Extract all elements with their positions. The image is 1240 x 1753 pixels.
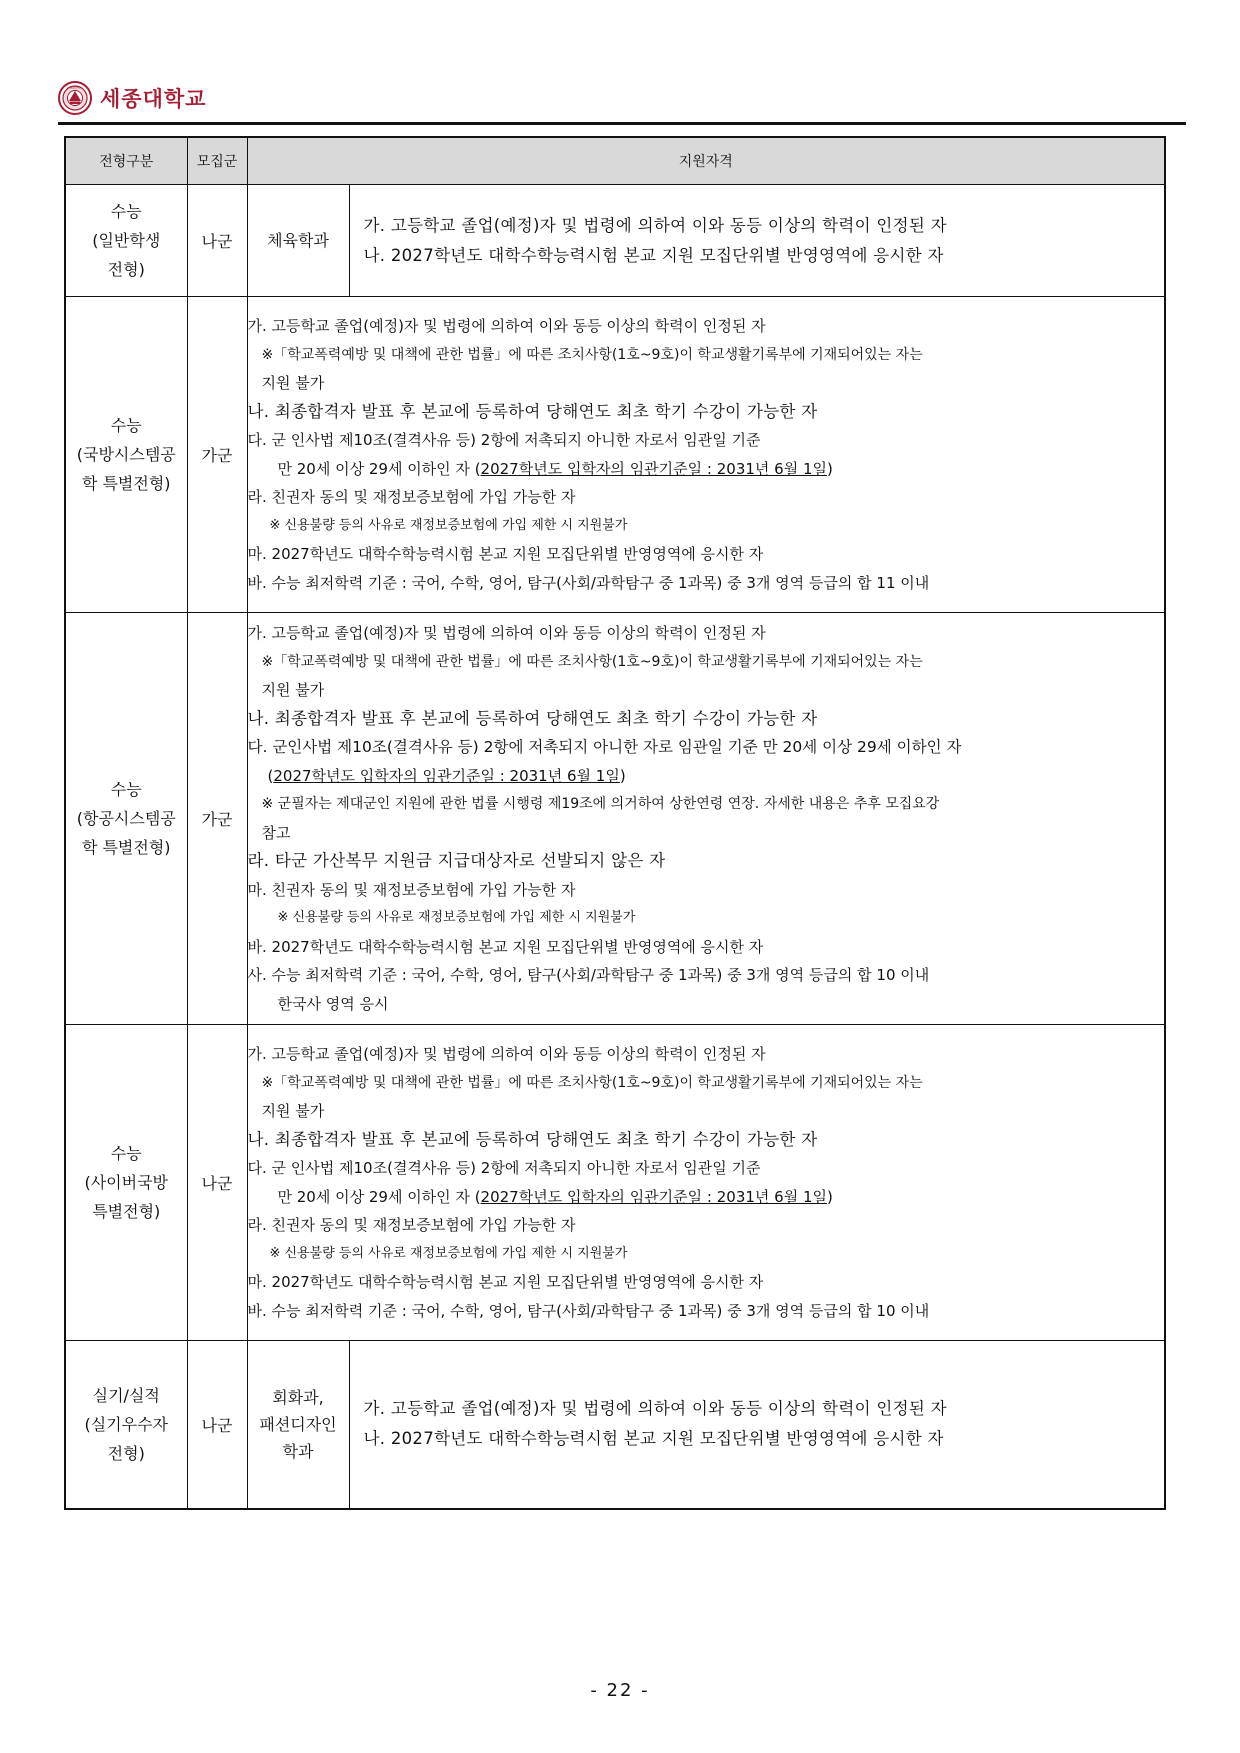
qualification-note: 지원 불가 (261, 374, 325, 392)
qualification-cell (247, 1025, 1165, 1341)
qualification-cell (349, 185, 1165, 297)
table-row (65, 613, 1165, 1025)
qualification-note: ※「학교폭력예방 및 대책에 관한 법률」에 따른 조치사항(1호~9호)이 학교생활기록부에 기재되어있는 자는 (261, 1074, 923, 1091)
qualification-item: 마. 친권자 동의 및 재정보증보험에 가입 가능한 자 (247, 880, 576, 899)
svg-text:SEJONG: SEJONG (69, 85, 81, 90)
qualification-note: 지원 불가 (261, 1102, 325, 1120)
qualification-item: 라. 친권자 동의 및 재정보증보험에 가입 가능한 자 (247, 488, 576, 506)
qualification-item: 만 20세 이상 29세 이하인 자 (2027학년도 입학자의 임관기준일 : 2031년 6월 1일) (277, 1187, 833, 1206)
page-number: - 22 - (590, 1680, 650, 1701)
qualification-note: ※ 신용불량 등의 사유로 재정보증보험에 가입 제한 시 지원불가 (277, 910, 636, 925)
table-row (65, 185, 1165, 297)
admission-type-cell: 수능 (항공시스템공 학 특별전형) (65, 613, 187, 1025)
table-header-row (65, 137, 1165, 185)
qualification-item: 바. 2027학년도 대학수학능력시험 본교 지원 모집단위별 반영영역에 응시한 자 (247, 937, 764, 956)
qualification-item: 바. 수능 최저학력 기준 : 국어, 수학, 영어, 탐구(사회/과학탐구 중 1과목) 중 3개 영역 등급의 합 10 이내 (247, 1301, 930, 1320)
qualification-item: 라. 친권자 동의 및 재정보증보험에 가입 가능한 자 (247, 1216, 576, 1234)
table-row (65, 1025, 1165, 1341)
recruitment-group-cell: 나군 (187, 1025, 247, 1341)
qualification-item: 바. 수능 최저학력 기준 : 국어, 수학, 영어, 탐구(사회/과학탐구 중 1과목) 중 3개 영역 등급의 합 11 이내 (247, 573, 930, 592)
admission-type-cell: 실기/실적 (실기우수자 전형) (65, 1341, 187, 1509)
recruitment-group-cell: 가군 (187, 613, 247, 1025)
qualification-item: 가. 고등학교 졸업(예정)자 및 법령에 의하여 이와 동등 이상의 학력이 인정된 자 (247, 317, 766, 335)
qualification-note: ※「학교폭력예방 및 대책에 관한 법률」에 따른 조치사항(1호~9호)이 학교생활기록부에 기재되어있는 자는 (261, 653, 923, 670)
qualification-cell (247, 613, 1165, 1025)
admission-type-cell: 수능 (일반학생 전형) (65, 185, 187, 297)
header-qualification: 지원자격 (247, 137, 1165, 185)
qualification-note: ※ 신용불량 등의 사유로 재정보증보험에 가입 제한 시 지원불가 (269, 517, 628, 533)
qualification-item: 나. 2027학년도 대학수학능력시험 본교 지원 모집단위별 반영영역에 응시한 자 (363, 245, 944, 265)
qualification-item: 나. 최종합격자 발표 후 본교에 등록하여 당해연도 최초 학기 수강이 가능한 자 (247, 1129, 818, 1149)
qualification-item: 한국사 영역 응시 (277, 994, 389, 1013)
qualification-item: 가. 고등학교 졸업(예정)자 및 법령에 의하여 이와 동등 이상의 학력이 인정된 자 (247, 624, 766, 642)
commission-date-note: 2027학년도 입학자의 임관기준일 : 2031년 6월 1일 (273, 766, 620, 785)
qualification-item: 가. 고등학교 졸업(예정)자 및 법령에 의하여 이와 동등 이상의 학력이 인정된 자 (247, 1045, 766, 1063)
recruitment-group-cell: 가군 (187, 297, 247, 613)
qualification-note: ※ 군필자는 제대군인 지원에 관한 법률 시행령 제19조에 의거하여 상한연령 연장. 자세한 내용은 추후 모집요강 (261, 796, 940, 812)
recruitment-group-cell: 나군 (187, 1341, 247, 1509)
university-logo-text: 세종대학교 (100, 87, 207, 111)
admission-type-cell: 수능 (국방시스템공 학 특별전형) (65, 297, 187, 613)
qualification-note: ※ 신용불량 등의 사유로 재정보증보험에 가입 제한 시 지원불가 (269, 1245, 628, 1261)
qualification-item: 만 20세 이상 29세 이하인 자 (2027학년도 입학자의 임관기준일 : 2031년 6월 1일) (277, 459, 833, 478)
qualification-item: 나. 최종합격자 발표 후 본교에 등록하여 당해연도 최초 학기 수강이 가능한 자 (247, 708, 818, 728)
recruitment-group-cell: 나군 (187, 185, 247, 297)
header-divider (58, 122, 1186, 125)
qualification-item: 가. 고등학교 졸업(예정)자 및 법령에 의하여 이와 동등 이상의 학력이 인정된 자 (363, 1399, 947, 1419)
commission-date-note: 2027학년도 입학자의 임관기준일 : 2031년 6월 1일 (480, 1187, 827, 1206)
qualification-note: ※「학교폭력예방 및 대책에 관한 법률」에 따른 조치사항(1호~9호)이 학교생활기록부에 기재되어있는 자는 (261, 346, 923, 363)
header-type: 전형구분 (65, 137, 187, 185)
qualification-item: (2027학년도 입학자의 임관기준일 : 2031년 6월 1일) (267, 766, 626, 785)
qualification-cell (349, 1341, 1165, 1509)
qualification-item: 가. 고등학교 졸업(예정)자 및 법령에 의하여 이와 동등 이상의 학력이 인정된 자 (363, 215, 947, 235)
qualification-item: 마. 2027학년도 대학수학능력시험 본교 지원 모집단위별 반영영역에 응시한 자 (247, 1273, 764, 1291)
admission-type-cell: 수능 (사이버국방 특별전형) (65, 1025, 187, 1341)
commission-date-note: 2027학년도 입학자의 임관기준일 : 2031년 6월 1일 (480, 459, 827, 478)
qualification-note: 지원 불가 (261, 681, 325, 699)
qualification-item: 다. 군 인사법 제10조(결격사유 등) 2항에 저촉되지 아니한 자로서 임관일 기준 (247, 431, 761, 449)
admission-requirements-table (64, 136, 1166, 1510)
qualification-item: 마. 2027학년도 대학수학능력시험 본교 지원 모집단위별 반영영역에 응시한 자 (247, 545, 764, 563)
qualification-item: 다. 군 인사법 제10조(결격사유 등) 2항에 저촉되지 아니한 자로서 임관일 기준 (247, 1159, 761, 1177)
university-seal-icon (58, 81, 92, 115)
qualification-item: 다. 군인사법 제10조(결격사유 등) 2항에 저촉되지 아니한 자로 임관일 기준 만 20세 이상 29세 이하인 자 (247, 738, 962, 756)
qualification-cell (247, 297, 1165, 613)
table-row (65, 297, 1165, 613)
header-group: 모집군 (187, 137, 247, 185)
qualification-item: 나. 2027학년도 대학수학능력시험 본교 지원 모집단위별 반영영역에 응시한 자 (363, 1429, 944, 1449)
table-row (65, 1341, 1165, 1509)
qualification-item: 라. 타군 가산복무 지원금 지급대상자로 선발되지 않은 자 (247, 851, 666, 870)
qualification-item: 나. 최종합격자 발표 후 본교에 등록하여 당해연도 최초 학기 수강이 가능한 자 (247, 401, 818, 421)
qualification-note: 참고 (261, 823, 291, 842)
department-cell: 체육학과 (247, 185, 349, 297)
page-header (58, 78, 206, 118)
qualification-item: 사. 수능 최저학력 기준 : 국어, 수학, 영어, 탐구(사회/과학탐구 중 1과목) 중 3개 영역 등급의 합 10 이내 (247, 966, 930, 984)
department-cell: 회화과, 패션디자인 학과 (247, 1341, 349, 1509)
